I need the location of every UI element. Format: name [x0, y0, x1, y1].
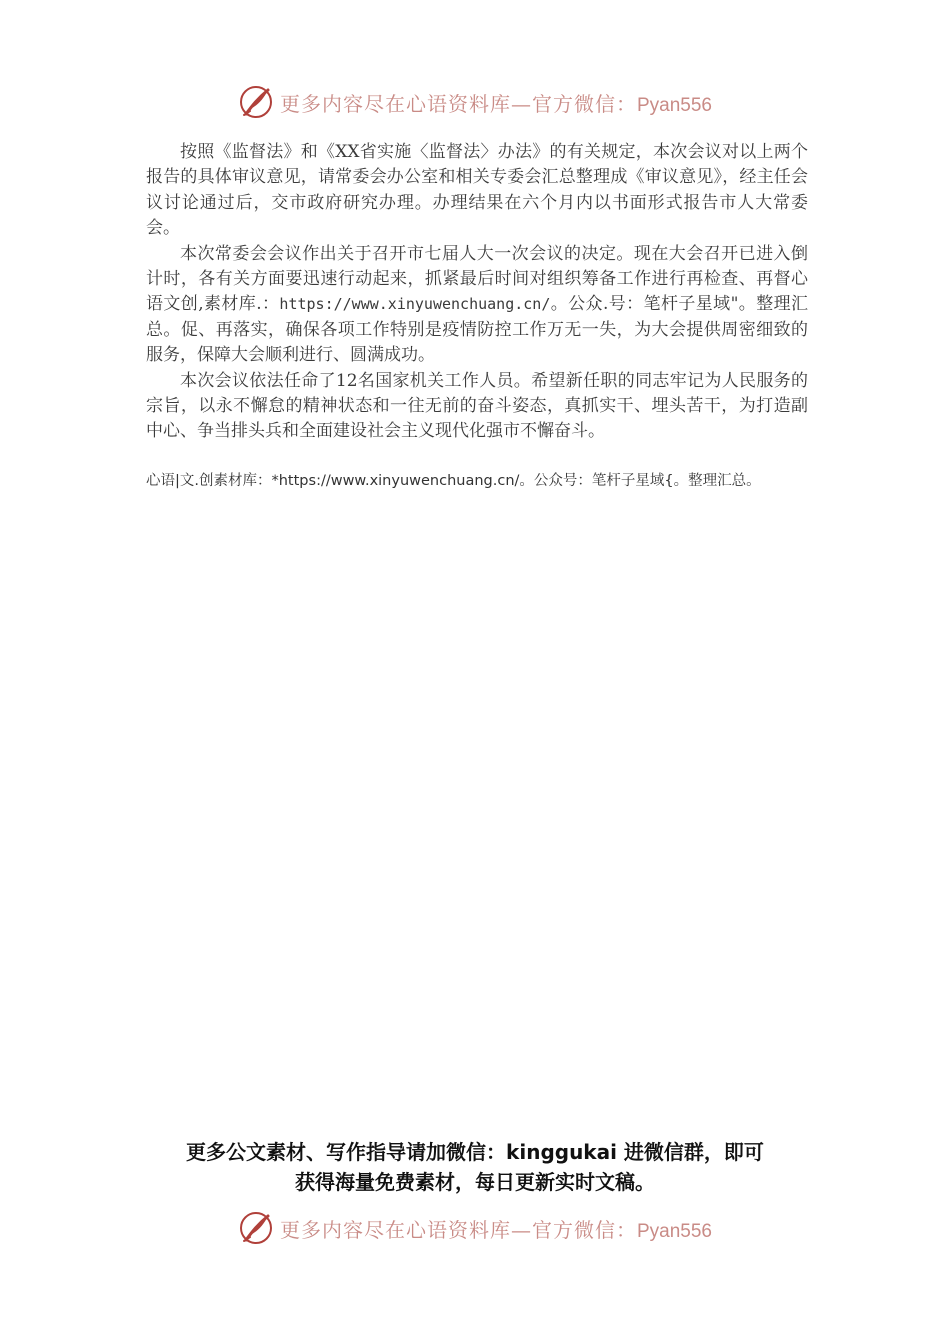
paragraph-2-url: https://www.xinyuwenchuang.cn/	[279, 295, 551, 314]
footer-watermark-banner	[0, 1210, 950, 1246]
promo-text-block	[0, 1137, 950, 1197]
paragraph-1: 按照《监督法》和《XX省实施〈监督法〉办法》的有关规定，本次会议对以上两个报告的具体审议意见，请常委会办公室和相关专委会汇总整理成《审议意见》，经主任会议讨论通过后，交市政府研究办理。办理结果在六个月内以书面形式报告市人大常委会。	[146, 142, 808, 239]
paragraph-3: 本次会议依法任命了12名国家机关工作人员。希望新任职的同志牢记为人民服务的宗旨，以永不懈怠的精神状态和一往无前的奋斗姿态，真抓实干、埋头苦干，为打造副中心、争当排头兵和全面建设社会主义现代化强市不懈奋斗。	[146, 370, 808, 442]
paragraph-2	[146, 242, 808, 369]
footer-watermark-id: Pyan556	[636, 1220, 712, 1242]
footer-watermark-text	[280, 1214, 712, 1243]
quill-pen-logo-icon	[238, 1210, 274, 1246]
header-watermark-cn: 更多内容尽在心语资料库—官方微信：	[279, 91, 637, 116]
source-note-line: 心语|文.创素材库：*https://www.xinyuwenchuang.cn/。公众号：笔杆子星域{。整理汇总。	[146, 473, 761, 489]
promo-line-2: 获得海量免费素材，每日更新实时文稿。	[295, 1170, 655, 1194]
paragraph-2-text-a: 本次常委会会议作出关于召开市七届人大一次会议的决定。现在大会召开已进入倒计时，各有关方面要迅速行动起来，抓紧最后时间对组织筹备工作进行再检查、再督心语文创,素材库.：	[146, 243, 808, 315]
paragraph-2-text-b: 。公众.号：笔杆子星域"。整理汇总。促、再落实，确保各项工作特别是疫情防控工作万无一失，为大会提供周密细致的服务，保障大会顺利进行、圆满成功。	[146, 294, 808, 366]
header-watermark-text	[280, 88, 712, 117]
header-watermark-banner	[0, 84, 950, 120]
quill-pen-logo-icon	[238, 84, 274, 120]
document-body	[146, 140, 808, 445]
promo-line-1: 更多公文素材、写作指导请加微信：kinggukai 进微信群，即可	[186, 1140, 764, 1164]
footer-watermark-cn: 更多内容尽在心语资料库—官方微信：	[279, 1217, 637, 1242]
header-watermark-id: Pyan556	[636, 94, 712, 116]
